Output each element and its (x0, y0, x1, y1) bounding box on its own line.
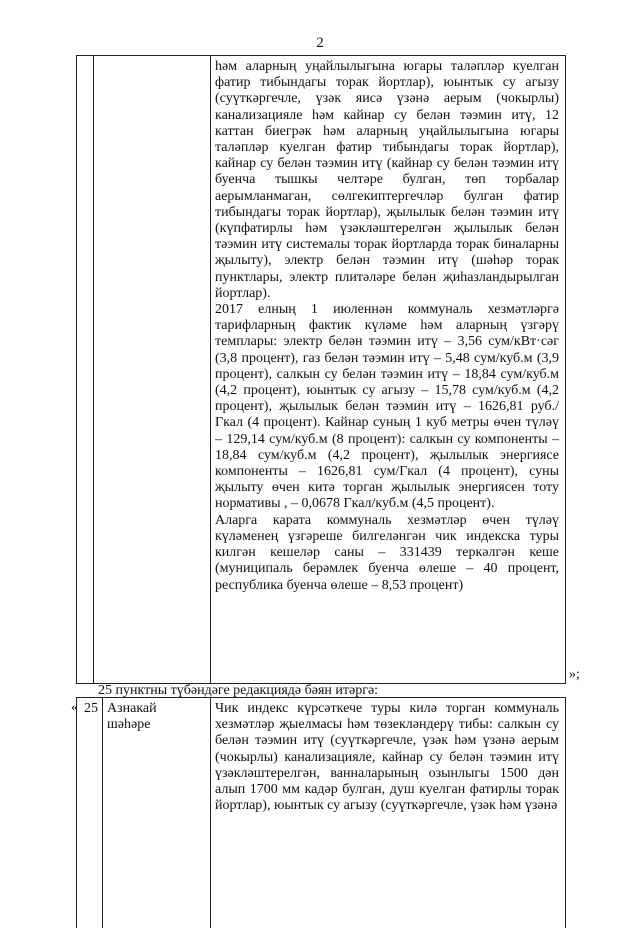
instruction-text: 25 пунктны түбәндәге редакциядә бәян итәргә: (98, 683, 379, 698)
page-number: 2 (316, 35, 324, 51)
closing-quote-mark: »; (569, 667, 580, 682)
table-column-divider (93, 56, 94, 683)
table-column-divider (102, 698, 103, 928)
table-cell-description (215, 59, 559, 594)
table-cell-description: Чик индекс күрсәткече туры килә торган коммуналь хезмәтләр җыелмасы һәм төзекләндерү тибы: салкын су белән тәэмин итү (суүткәргечле, үзәк һәм үзәнә аерым (чокырлы) канализацияле, кайнар су белән тәэмин итү үзәкләштерелгән, ванналарының озынлыгы 1500 дән алып 1700 мм кадәр булган, душ куелган фатирлы торак йортлар), юынтык су агызу (суүткәргечле, үзәк һәм үзәнә (215, 701, 559, 814)
paragraph-tariffs: 2017 елның 1 июленнән коммуналь хезмәтләргә тарифларның фактик күләме һәм аларның үзгәрү темплары: электр белән тәэмин итү – 3,56 сум/кВт·сәг (3,8 процент), газ белән тәэмин итү – 5,48 сум/куб.м (3,9 процент), салкын су белән тәэмин итү – 18,84 сум/куб.м (4,2 процент), юынтык су агызу – 15,78 сум/куб.м (4,2 процент), җылылык белән тәэмин итү – 1626,81 руб./Гкал (4 процент). Кайнар суның 1 куб метры өчен түләү – 129,14 сум/куб.м (8 процент): салкын су компоненты – 18,84 сум/куб.м (4,2 процент), җылылык энергиясе компоненты – 1626,81 сум/Гкал (4 процент), суны җылыту өчен китә торган җылылык энергиясен тоту нормативы , – 0,0678 Гкал/куб.м (4,5 процент). (215, 302, 559, 512)
paragraph-population: Аларга карата коммуналь хезмәтләр өчен түләү күләменең үзгәреше билгеләнгән чик индекска туры килгән кешеләр саны – 331439 теркәлгән кеше (муниципаль берәмлек буенча өлеше – 40 процент, республика буенча өлеше – 8,53 процент) (215, 512, 559, 593)
table-column-divider (210, 698, 211, 928)
item-number: 25 (84, 701, 98, 716)
opening-quote-mark: « (71, 700, 78, 715)
municipality-name: Азнакай шәһәре (107, 701, 157, 732)
table-column-divider (210, 56, 211, 683)
table-item-25 (76, 697, 566, 928)
paragraph-utility-types: һәм аларның уңайлылыгына югары таләпләр куелган фатир тибындагы торак йортлар), юынтык су агызу (суүткәргечле, үзәк яисә үзәнә аерым (чокырлы) канализацияле һәм кайнар су белән тәэмин итү, 12 каттан биегрәк һәм аларның уңайлылыгына югары таләпләр куелган фатир тибындагы торак йортлар), кайнар су белән тәэмин итү (кайнар су белән тәэмин итү буенча тышкы челтәре булган, төп торбалар аерымланмаган, сөлгекиптергечләр булган фатир тибындагы торак йортлар), җылылык белән тәэмин итү (күпфатирлы һәм үзәкләштерелгән җылылык белән тәэмин итү системалы торак йортларда торак биналарны җылыту), электр белән тәэмин итү (шәһәр торак пунктлары, электр плитәләре белән җиһазландырылган йортлар). (215, 59, 559, 301)
table-continuation (76, 55, 566, 684)
